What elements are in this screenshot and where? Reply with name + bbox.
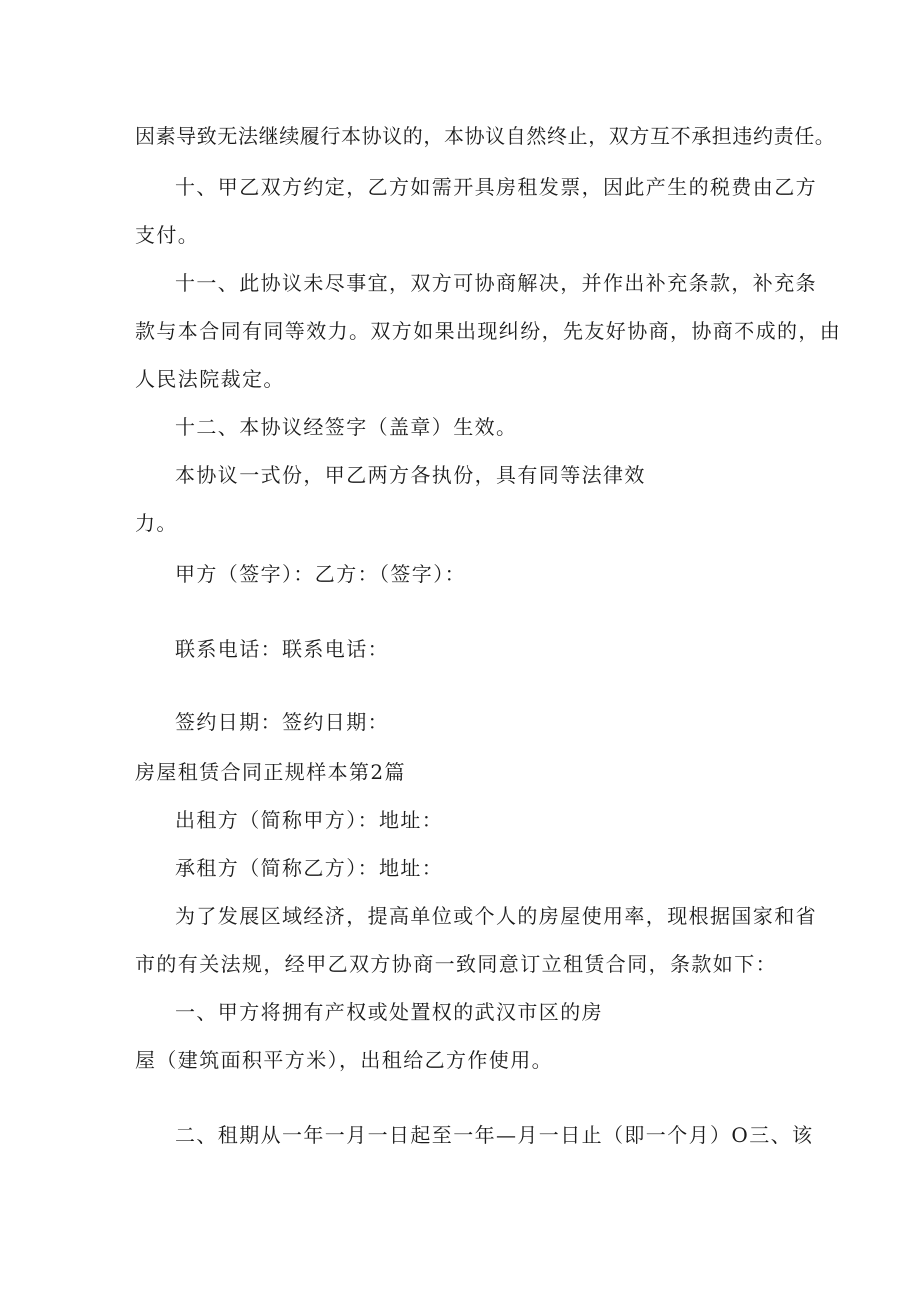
- signature-line: 甲方（签字）：乙方：（签字）：: [175, 562, 466, 586]
- lessor-line: 出租方（简称甲方）：地址：: [175, 808, 444, 832]
- text-line-2: 十、甲乙双方约定，乙方如需开具房租发票，因此产生的税费由乙方: [175, 175, 817, 199]
- text-line-9: 力。: [135, 511, 178, 535]
- text-line-3: 支付。: [135, 223, 200, 247]
- phone-line: 联系电话：联系电话：: [175, 637, 389, 661]
- text-line-16: 为了发展区域经济，提高单位或个人的房屋使用率，现根据国家和省: [175, 904, 817, 928]
- lessee-line: 承租方（简称乙方）：地址：: [175, 856, 444, 880]
- text-line-19: 屋（建筑面积平方米），出租给乙方作使用。: [135, 1048, 553, 1072]
- text-line-4: 十一、此协议未尽事宜，双方可协商解决，并作出补充条款，补充条: [175, 271, 817, 295]
- text-line-17: 市的有关法规，经甲乙双方协商一致同意订立租赁合同，条款如下：: [135, 952, 777, 976]
- text-line-1: 因素导致无法继续履行本协议的，本协议自然终止，双方互不承担违约责任。: [135, 124, 836, 148]
- text-line-6: 人民法院裁定。: [135, 367, 285, 391]
- text-line-20: 二、租期从一年一月一日起至一年—月一日止（即一个月）O三、该: [175, 1123, 814, 1147]
- text-line-8: 本协议一式份，甲乙两方各执份，具有同等法律效: [175, 463, 646, 487]
- text-line-5: 款与本合同有同等效力。双方如果出现纠纷，先友好协商，协商不成的，由: [135, 319, 842, 343]
- text-line-7: 十二、本协议经签字（盖章）生效。: [175, 415, 518, 439]
- section-title: 房屋租赁合同正规样本第2篇: [135, 760, 406, 784]
- text-line-18: 一、甲方将拥有产权或处置权的武汉市区的房: [175, 1000, 603, 1024]
- date-line: 签约日期：签约日期：: [175, 710, 389, 734]
